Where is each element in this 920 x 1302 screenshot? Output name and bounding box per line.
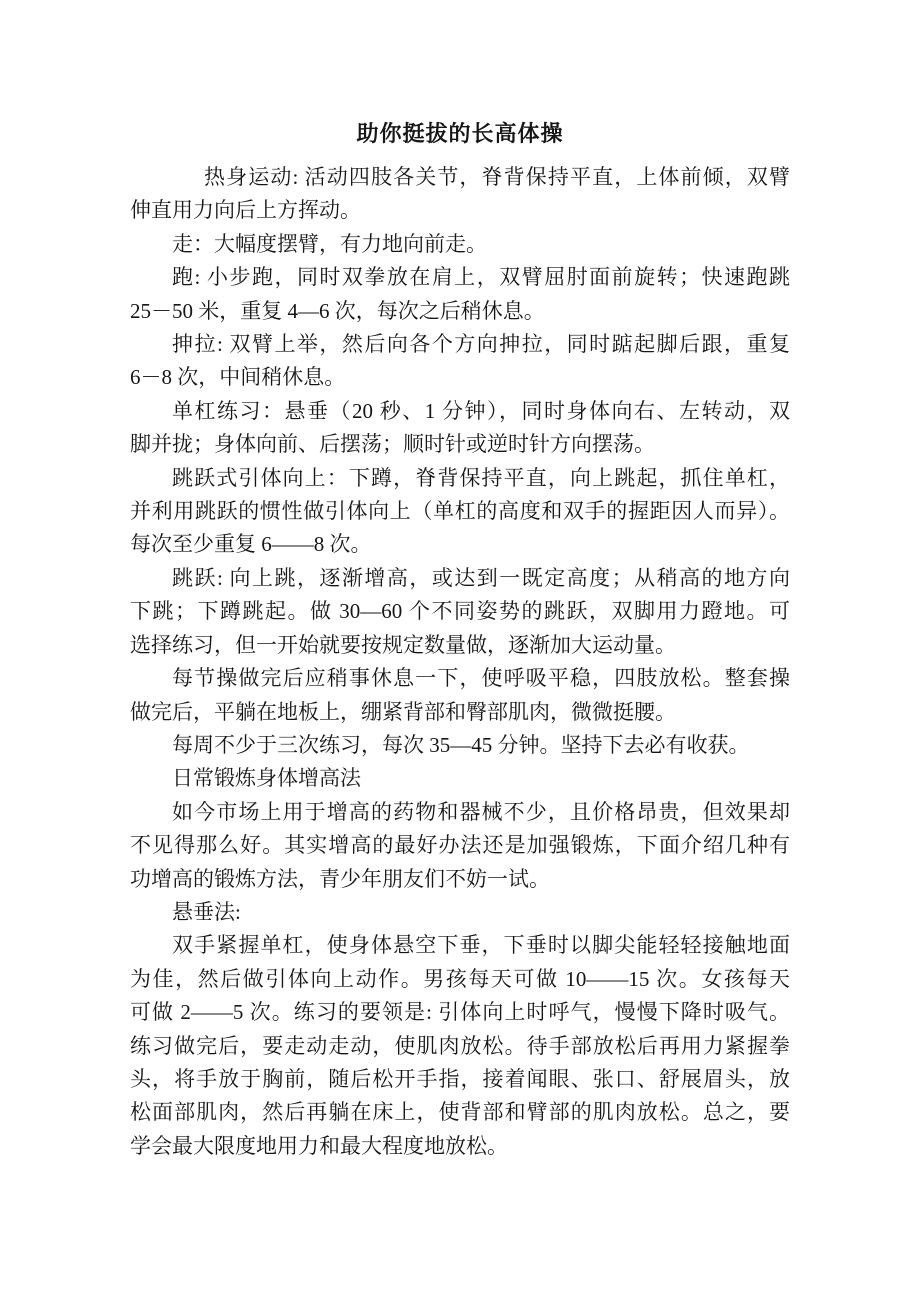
text-line: 走：大幅度摆臂，有力地向前走。 — [172, 231, 487, 256]
paragraph — [130, 796, 790, 896]
text-line: 每节操做完后应稍事休息一下，使呼吸平稳，四肢放松。整套操 — [172, 666, 790, 691]
text-line: 做完后，平躺在地板上，绷紧背部和臀部肌肉，微微挺腰。 — [130, 699, 676, 724]
paragraph — [130, 929, 790, 1163]
paragraph — [130, 328, 790, 395]
text-line: 为佳，然后做引体向上动作。男孩每天可做 10——15 次。女孩每天 — [130, 966, 790, 991]
text-line: 不见得那么好。其实增高的最好办法还是加强锻炼，下面介绍几种有 — [130, 833, 790, 858]
paragraph — [130, 261, 790, 328]
text-line: 跳跃: 向上跳，逐渐增高，或达到一既定高度；从稍高的地方向 — [172, 565, 790, 590]
paragraph — [130, 161, 790, 228]
text-line: 功增高的锻炼方法，青少年朋友们不妨一试。 — [130, 866, 550, 891]
text-line: 并利用跳跃的惯性做引体向上（单杠的高度和双手的握距因人而异）。 — [130, 499, 790, 524]
text-line: 6－8 次，中间稍休息。 — [130, 365, 346, 390]
text-line: 脚并拢；身体向前、后摆荡；顺时针或逆时针方向摆荡。 — [130, 432, 655, 457]
text-line: 学会最大限度地用力和最大程度地放松。 — [130, 1133, 508, 1158]
text-line: 热身运动: 活动四肢各关节，脊背保持平直，上体前倾，双臂 — [204, 165, 790, 189]
text-line: 选择练习，但一开始就要按规定数量做，逐渐加大运动量。 — [130, 632, 676, 657]
text-line: 练习做完后，要走动走动，使肌肉放松。待手部放松后再用力紧握拳 — [130, 1033, 790, 1058]
text-line: 单杠练习：悬垂（20 秒、1 分钟），同时身体向右、左转动，双 — [172, 398, 790, 423]
text-line: 跑: 小步跑，同时双拳放在肩上，双臂屈肘面前旋转；快速跑跳 — [172, 265, 790, 290]
text-line: 如今市场上用于增高的药物和器械不少，且价格昂贵，但效果却 — [172, 799, 790, 824]
paragraph — [130, 729, 790, 762]
paragraph — [130, 896, 790, 929]
text-line: 跳跃式引体向上：下蹲，脊背保持平直，向上跳起，抓住单杠， — [172, 465, 790, 490]
paragraph — [130, 762, 790, 795]
paragraph — [130, 662, 790, 729]
text-line: 抻拉: 双臂上举，然后向各个方向抻拉，同时踮起脚后跟，重复 — [172, 332, 790, 357]
text-line: 伸直用力向后上方挥动。 — [130, 198, 361, 223]
text-line: 可做 2——5 次。练习的要领是: 引体向上时呼气，慢慢下降时吸气。 — [130, 1000, 790, 1025]
document-body — [130, 161, 790, 1163]
text-line: 松面部肌肉，然后再躺在床上，使背部和臂部的肌肉放松。总之，要 — [130, 1100, 790, 1125]
paragraph — [130, 462, 790, 562]
text-line: 下跳；下蹲跳起。做 30—60 个不同姿势的跳跃，双脚用力蹬地。可 — [130, 599, 790, 624]
text-line: 双手紧握单杠，使身体悬空下垂，下垂时以脚尖能轻轻接触地面 — [172, 933, 790, 958]
paragraph — [130, 395, 790, 462]
text-line: 每次至少重复 6——8 次。 — [130, 532, 372, 557]
text-line: 25－50 米，重复 4—6 次，每次之后稍休息。 — [130, 298, 545, 323]
text-line: 每周不少于三次练习，每次 35—45 分钟。坚持下去必有收获。 — [172, 732, 750, 757]
text-line: 日常锻炼身体增高法 — [172, 766, 361, 791]
document-title: 助你挺拔的长高体操 — [356, 121, 564, 146]
text-line: 悬垂法: — [172, 899, 241, 924]
text-line: 头，将手放于胸前，随后松开手指，接着闻眼、张口、舒展眉头，放 — [130, 1066, 790, 1091]
paragraph — [130, 562, 790, 662]
paragraph — [130, 228, 790, 261]
